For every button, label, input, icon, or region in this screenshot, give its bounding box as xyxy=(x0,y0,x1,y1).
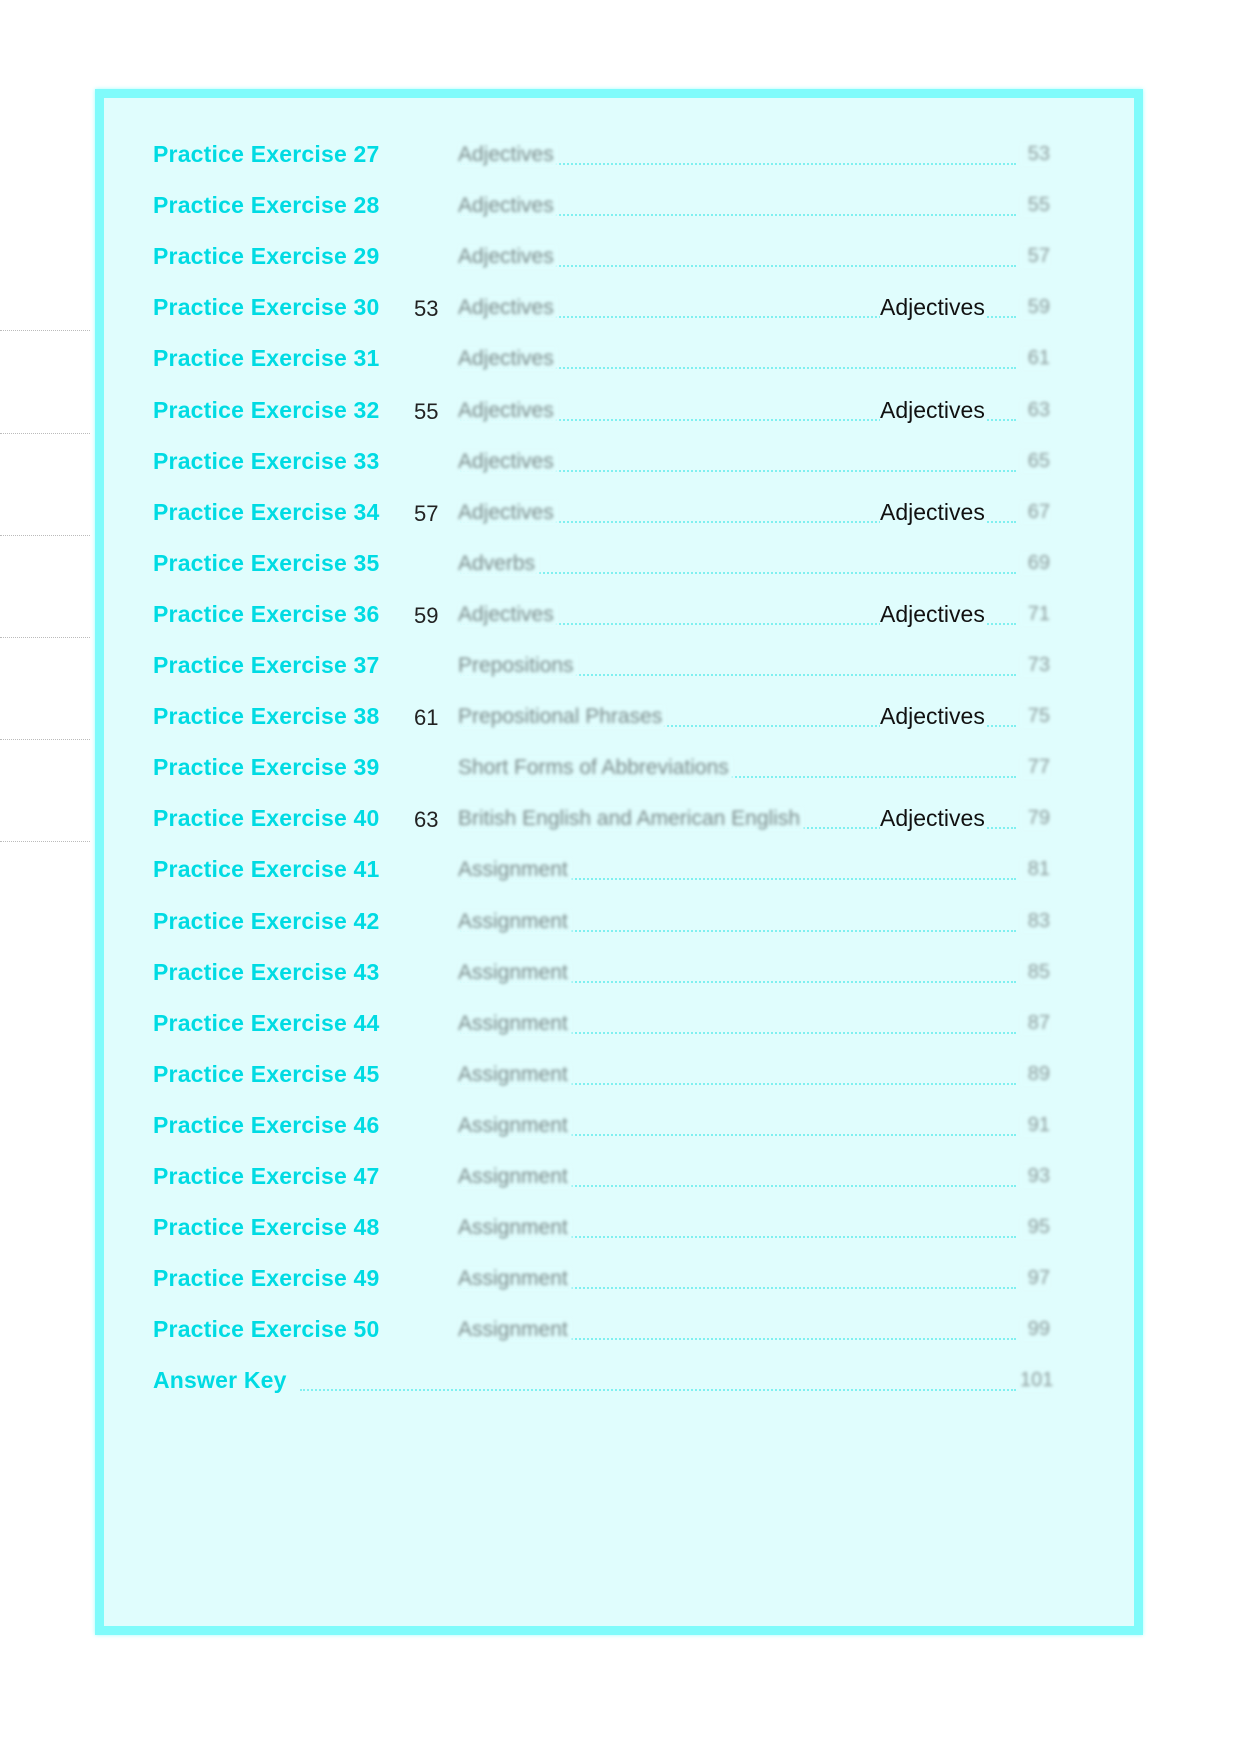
toc-entry[interactable] xyxy=(0,1265,1241,1295)
exercise-topic: Adjectives xyxy=(458,296,558,320)
toc-entry[interactable] xyxy=(0,1061,1241,1091)
page-number: 73 xyxy=(1020,654,1050,677)
page-number: 63 xyxy=(1020,399,1050,422)
page-number: 95 xyxy=(1020,1216,1050,1239)
toc-entry[interactable] xyxy=(0,499,1241,529)
page-number: 61 xyxy=(1020,347,1050,370)
overlay-topic: Adjectives xyxy=(880,396,985,423)
exercise-title: Practice Exercise 49 xyxy=(153,1265,380,1292)
exercise-title: Practice Exercise 41 xyxy=(153,856,380,883)
toc-entry[interactable] xyxy=(0,805,1241,835)
toc-entry[interactable] xyxy=(0,192,1241,222)
page-number: 67 xyxy=(1020,501,1050,524)
exercise-topic: Assignment xyxy=(458,961,572,985)
exercise-topic: Assignment xyxy=(458,1063,572,1087)
page-number: 79 xyxy=(1020,807,1050,830)
exercise-title: Practice Exercise 38 xyxy=(153,703,380,730)
answer-key-page: 101 xyxy=(1020,1369,1054,1392)
exercise-title: Practice Exercise 34 xyxy=(153,498,380,525)
exercise-title: Practice Exercise 31 xyxy=(153,345,380,372)
page-number: 53 xyxy=(1020,143,1050,166)
answer-key-label: Answer Key xyxy=(153,1367,287,1394)
exercise-topic: Assignment xyxy=(458,1267,572,1291)
toc-entry[interactable] xyxy=(0,754,1241,784)
exercise-topic: Assignment xyxy=(458,1165,572,1189)
overlay-topic: Adjectives xyxy=(880,498,985,525)
page-number: 57 xyxy=(1020,245,1050,268)
overlay-page-number: 55 xyxy=(414,398,439,424)
overlay-page-number: 53 xyxy=(414,296,439,322)
page-number: 83 xyxy=(1020,910,1050,933)
toc-entry[interactable] xyxy=(0,345,1241,375)
exercise-topic: Prepositional Phrases xyxy=(458,705,666,729)
toc-entry[interactable] xyxy=(0,550,1241,580)
exercise-topic: Assignment xyxy=(458,858,572,882)
exercise-topic: Adjectives xyxy=(458,603,558,627)
exercise-title: Practice Exercise 44 xyxy=(153,1009,380,1036)
page-number: 75 xyxy=(1020,705,1050,728)
toc-entry[interactable] xyxy=(0,703,1241,733)
page-number: 87 xyxy=(1020,1012,1050,1035)
page-number: 89 xyxy=(1020,1063,1050,1086)
toc-entry[interactable] xyxy=(0,959,1241,989)
toc-entry[interactable] xyxy=(0,397,1241,427)
exercise-topic: Adjectives xyxy=(458,194,558,218)
exercise-title: Practice Exercise 45 xyxy=(153,1060,380,1087)
exercise-topic: British English and American English xyxy=(458,807,804,831)
toc-entry[interactable] xyxy=(0,908,1241,938)
toc-entry[interactable] xyxy=(0,1316,1241,1346)
toc-entry-answer-key[interactable] xyxy=(0,1367,1241,1397)
overlay-topic: Adjectives xyxy=(880,805,985,832)
overlay-leader xyxy=(0,535,90,536)
exercise-title: Practice Exercise 29 xyxy=(153,243,380,270)
toc-entry[interactable] xyxy=(0,1163,1241,1193)
page-number: 77 xyxy=(1020,756,1050,779)
exercise-title: Practice Exercise 40 xyxy=(153,805,380,832)
overlay-page-number: 61 xyxy=(414,705,439,731)
page-number: 93 xyxy=(1020,1165,1050,1188)
exercise-title: Practice Exercise 47 xyxy=(153,1163,380,1189)
exercise-title: Practice Exercise 50 xyxy=(153,1316,380,1343)
toc-entry[interactable] xyxy=(0,1214,1241,1244)
exercise-title: Practice Exercise 48 xyxy=(153,1214,380,1241)
exercise-topic: Adjectives xyxy=(458,347,558,371)
overlay-leader xyxy=(0,841,90,842)
exercise-topic: Adjectives xyxy=(458,245,558,269)
exercise-topic: Adjectives xyxy=(458,399,558,423)
page-number: 59 xyxy=(1020,296,1050,319)
page-number: 97 xyxy=(1020,1267,1050,1290)
dot-leader xyxy=(460,572,1016,574)
toc-entry[interactable] xyxy=(0,294,1241,324)
page-number: 91 xyxy=(1020,1114,1050,1137)
overlay-topic: Adjectives xyxy=(880,294,985,321)
exercise-title: Practice Exercise 43 xyxy=(153,958,380,985)
exercise-title: Practice Exercise 46 xyxy=(153,1111,380,1138)
overlay-leader xyxy=(0,433,90,434)
page-number: 99 xyxy=(1020,1318,1050,1341)
overlay-topic: Adjectives xyxy=(880,600,985,627)
exercise-title: Practice Exercise 32 xyxy=(153,396,380,423)
exercise-title: Practice Exercise 28 xyxy=(153,192,380,219)
overlay-leader xyxy=(0,330,90,331)
toc-entry[interactable] xyxy=(0,448,1241,478)
toc-entry[interactable] xyxy=(0,652,1241,682)
exercise-topic: Adverbs xyxy=(458,552,539,576)
toc-entry[interactable] xyxy=(0,856,1241,886)
exercise-title: Practice Exercise 35 xyxy=(153,549,380,576)
exercise-topic: Adjectives xyxy=(458,501,558,525)
exercise-title: Practice Exercise 30 xyxy=(153,294,380,321)
page-number: 69 xyxy=(1020,552,1050,575)
page-number: 85 xyxy=(1020,961,1050,984)
exercise-title: Practice Exercise 39 xyxy=(153,754,380,781)
exercise-title: Practice Exercise 36 xyxy=(153,600,380,627)
exercise-topic: Short Forms of Abbreviations xyxy=(458,756,733,780)
exercise-title: Practice Exercise 37 xyxy=(153,652,380,678)
exercise-topic: Assignment xyxy=(458,1216,572,1240)
toc-entry[interactable] xyxy=(0,1010,1241,1040)
toc-entry[interactable] xyxy=(0,243,1241,273)
exercise-topic: Adjectives xyxy=(458,143,558,167)
page-number: 81 xyxy=(1020,858,1050,881)
overlay-leader xyxy=(0,739,90,740)
exercise-topic: Assignment xyxy=(458,1012,572,1036)
exercise-title: Practice Exercise 42 xyxy=(153,907,380,934)
overlay-page-number: 57 xyxy=(414,500,439,526)
page-number: 55 xyxy=(1020,194,1050,217)
toc-entry[interactable] xyxy=(0,601,1241,631)
exercise-topic: Adjectives xyxy=(458,450,558,474)
exercise-topic: Assignment xyxy=(458,1114,572,1138)
page-number: 65 xyxy=(1020,450,1050,473)
exercise-title: Practice Exercise 27 xyxy=(153,141,380,167)
dot-leader xyxy=(300,1389,1016,1391)
overlay-leader xyxy=(0,637,90,638)
exercise-topic: Assignment xyxy=(458,1318,572,1342)
exercise-topic: Prepositions xyxy=(458,654,578,678)
page-number: 71 xyxy=(1020,603,1050,626)
overlay-page-number: 63 xyxy=(414,807,439,833)
toc-entry[interactable] xyxy=(0,1112,1241,1142)
exercise-topic: Assignment xyxy=(458,910,572,934)
overlay-topic: Adjectives xyxy=(880,703,985,730)
toc-entry[interactable] xyxy=(0,141,1241,171)
overlay-page-number: 59 xyxy=(414,602,439,628)
exercise-title: Practice Exercise 33 xyxy=(153,447,380,474)
